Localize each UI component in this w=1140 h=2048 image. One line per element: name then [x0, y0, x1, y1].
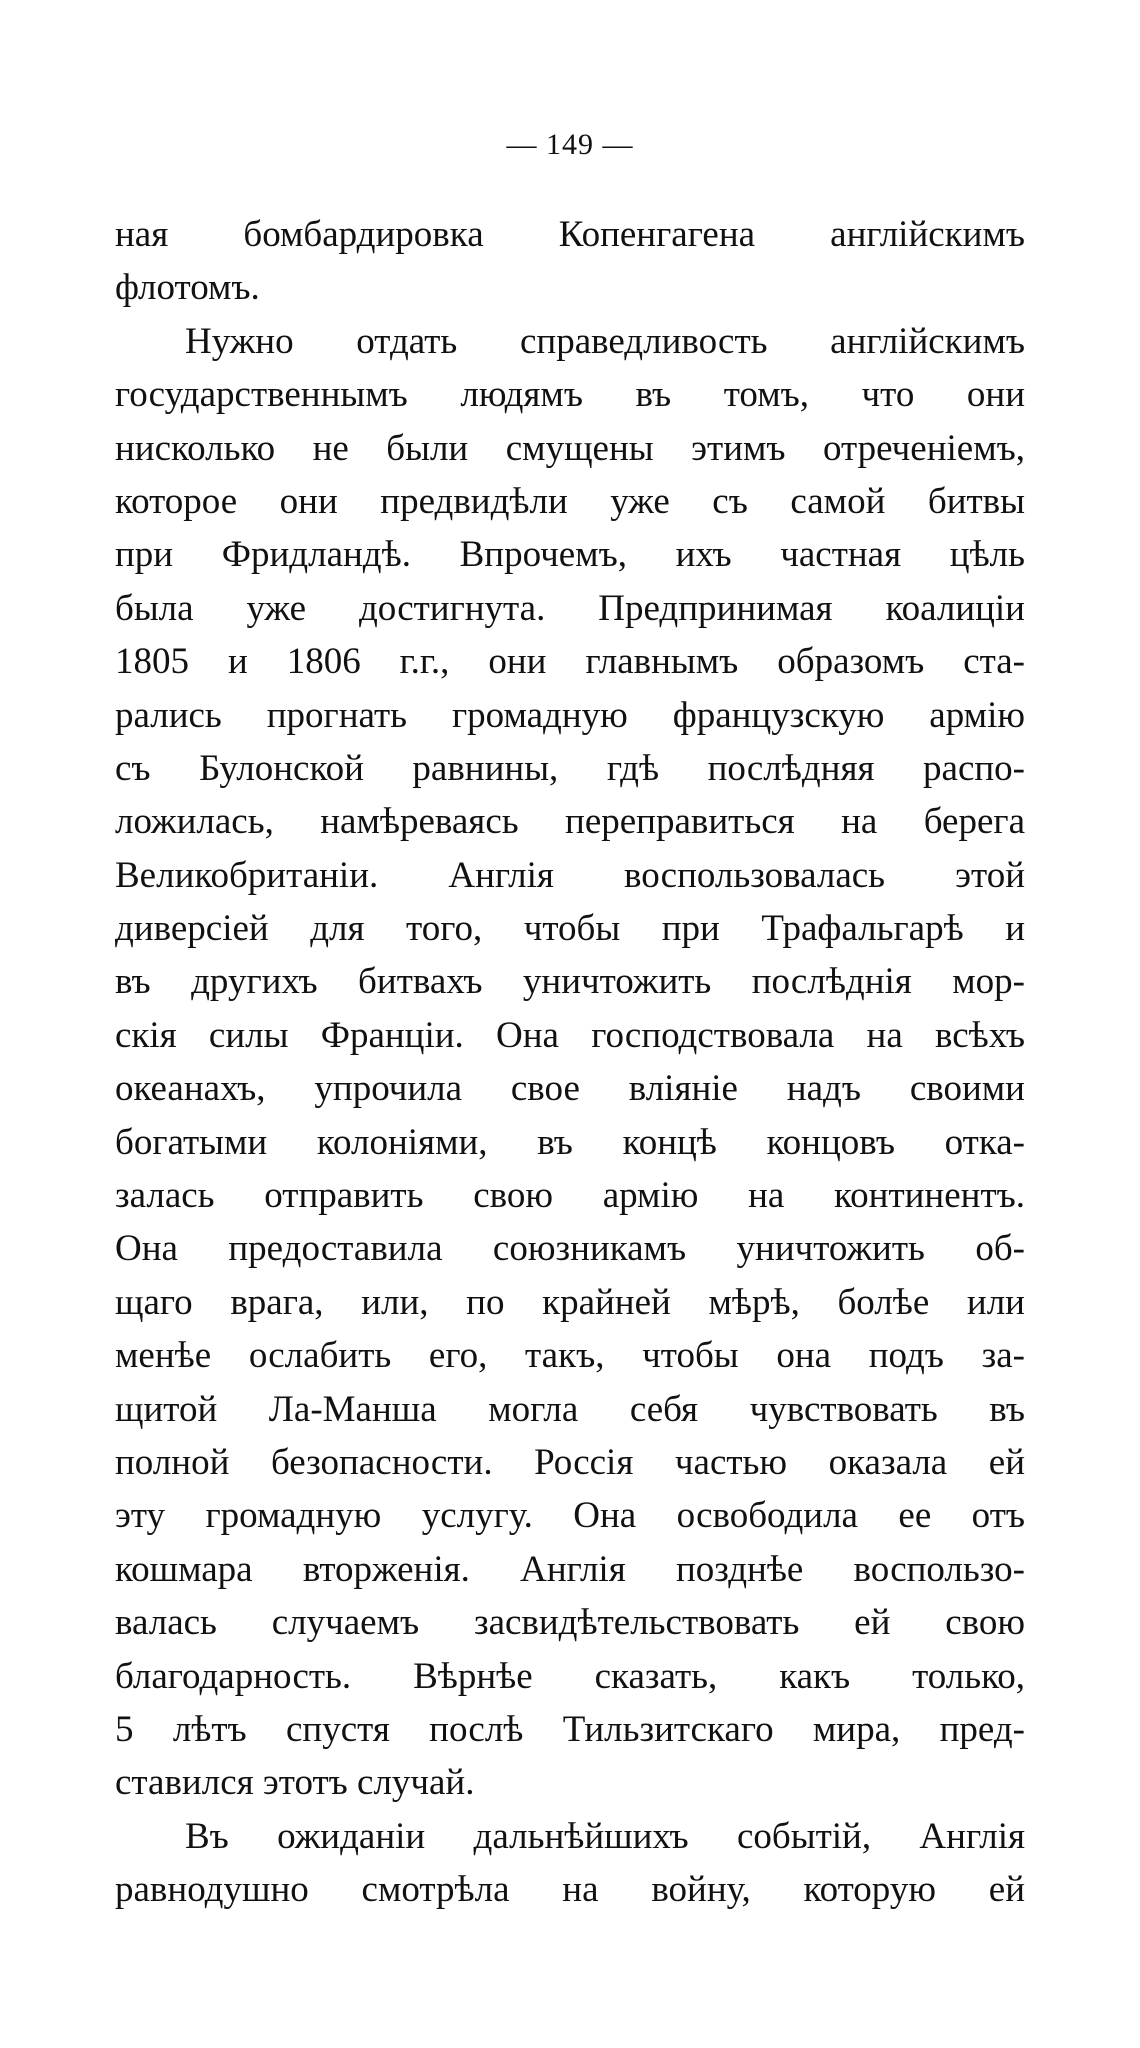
text-line: государственнымъ людямъ въ томъ, что они — [115, 374, 1025, 416]
text-line: Великобританіи. Англія воспользовалась этой — [115, 854, 1025, 896]
text-line: щаго врага, или, по крайней мѣрѣ, болѣе или — [115, 1281, 1025, 1323]
page-number: — 149 — — [506, 128, 634, 161]
text-line: благодарность. Вѣрнѣе сказать, какъ только, — [115, 1655, 1025, 1697]
paragraph — [115, 208, 1025, 315]
text-line: Нужно отдать справедливость англійскимъ — [185, 320, 1025, 362]
paragraph — [115, 315, 1025, 1810]
text-line: въ другихъ битвахъ уничтожить послѣднія мор- — [115, 961, 1025, 1003]
text-line: валась случаемъ засвидѣтельствовать ей свою — [115, 1602, 1025, 1644]
text-line: кошмара вторженія. Англія позднѣе воспользо- — [115, 1548, 1025, 1590]
text-line: ложилась, намѣреваясь переправиться на берега — [115, 801, 1025, 843]
text-line: Въ ожиданіи дальнѣйшихъ событій, Англія — [185, 1815, 1025, 1857]
text-line: 5 лѣтъ спустя послѣ Тильзитскаго мира, пред- — [115, 1708, 1025, 1750]
text-line: ставился этотъ случай. — [115, 1762, 475, 1804]
body-text — [115, 208, 1025, 1917]
text-line: залась отправить свою армію на континентъ. — [115, 1175, 1025, 1217]
text-line: эту громадную услугу. Она освободила ее отъ — [115, 1495, 1025, 1537]
text-line: Она предоставила союзникамъ уничтожить об- — [115, 1228, 1025, 1270]
text-line: 1805 и 1806 г.г., они главнымъ образомъ ста- — [115, 641, 1025, 683]
text-line: ная бомбардировка Копенгагена англійскимъ — [115, 214, 1025, 255]
text-line: нисколько не были смущены этимъ отреченіемъ, — [115, 427, 1025, 469]
text-line: флотомъ. — [115, 267, 260, 309]
text-line: рались прогнать громадную французскую армію — [115, 694, 1025, 736]
text-line: съ Булонской равнины, гдѣ послѣдняя распо- — [115, 747, 1025, 789]
paragraph — [115, 1810, 1025, 1917]
text-line: при Фридландѣ. Впрочемъ, ихъ частная цѣль — [115, 534, 1025, 576]
text-line: полной безопасности. Россія частью оказала ей — [115, 1441, 1025, 1483]
text-line: океанахъ, упрочила свое вліяніе надъ своими — [115, 1068, 1025, 1110]
text-line: была уже достигнута. Предпринимая коалиціи — [115, 587, 1025, 629]
text-line: богатыми колоніями, въ концѣ концовъ отка- — [115, 1121, 1025, 1163]
text-line: которое они предвидѣли уже съ самой битвы — [115, 480, 1025, 522]
text-line: скія силы Франціи. Она господствовала на всѣхъ — [115, 1014, 1025, 1056]
text-line: равнодушно смотрѣла на войну, которую ей — [115, 1869, 1025, 1911]
text-line: щитой Ла-Манша могла себя чувствовать въ — [115, 1388, 1025, 1430]
text-line: диверсіей для того, чтобы при Трафальгарѣ и — [115, 908, 1025, 950]
text-line: менѣе ослабить его, такъ, чтобы она подъ за- — [115, 1335, 1025, 1377]
